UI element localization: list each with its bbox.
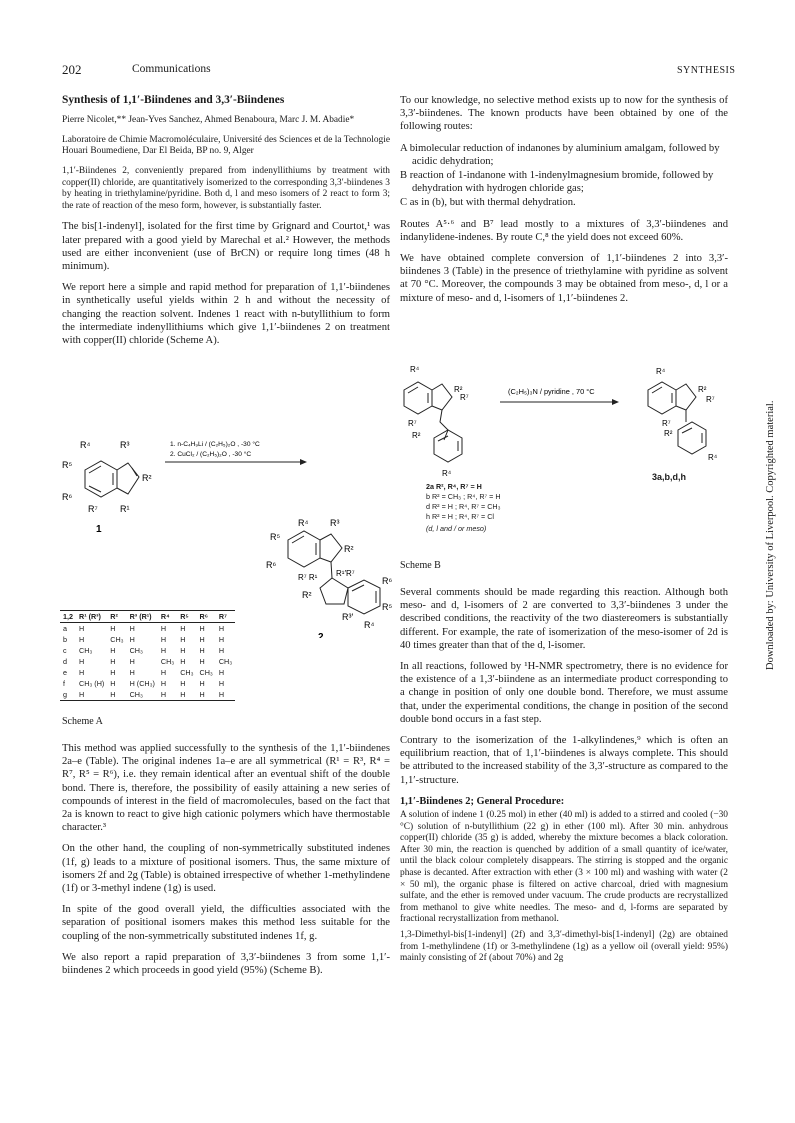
- table-row: [60, 623, 235, 635]
- table-cell: CH₃: [129, 690, 143, 699]
- table-cell: d: [63, 657, 67, 666]
- table-cell: H: [160, 679, 167, 688]
- table-header: R¹ (R³): [79, 612, 101, 621]
- table-header: R⁶: [199, 612, 209, 621]
- table-row: [60, 689, 235, 701]
- scheme-a-structures: [60, 428, 395, 638]
- table-cell: H: [199, 657, 205, 666]
- svg-text:R²: R²: [142, 473, 152, 483]
- substituent-table: [60, 610, 235, 701]
- table-cell: H: [110, 668, 116, 677]
- svg-text:R⁷ R¹: R⁷ R¹: [298, 573, 318, 582]
- svg-text:R³: R³: [330, 518, 340, 528]
- paragraph: We have obtained complete conversion of 1,1′-biindenes 2 into 3,3′-biindenes 3 (Table) in the presence of triethylamine with pyridine as solvent at 70 °C. Moreover, the compounds 3 may be obtained from meso-, d, l or a mixture of meso- and d, l-isomers of 1,1′-biindenes 2.: [400, 253, 728, 304]
- compound-entry: d R² = H ; R⁴, R⁷ = CH₃: [426, 502, 501, 511]
- scheme-b: [400, 360, 740, 580]
- table-cell: g: [63, 690, 67, 699]
- svg-text:R¹′R⁷: R¹′R⁷: [336, 569, 355, 578]
- svg-text:R⁷: R⁷: [88, 504, 98, 514]
- procedure-text-2: 1,3-Dimethyl-bis[1-indenyl] (2f) and 3,3′-dimethyl-bis[1-indenyl] (2g) are obtained from 1-methylindene (1f) or 3-methylindene (1g) as a yellow oil (overall yield: 95%) mainly consisting of 2f (about 70%) and 2g: [400, 929, 728, 964]
- table-cell: CH₃: [180, 668, 194, 677]
- svg-text:R⁴: R⁴: [442, 469, 452, 478]
- paragraph: Contrary to the isomerization of the 1-alkylindenes,⁹ which is often an equilibrium reaction, that of 1,1′-biindenes is always complete. This should be attributed to the increased stability of the 3,3′-structure as compared to the 1,1′-structure.: [400, 735, 728, 786]
- table-cell: CH₃: [160, 657, 175, 666]
- route-item: C as in (b), but with thermal dehydration.: [400, 197, 576, 209]
- isomer-note: (d, l and / or meso): [426, 524, 487, 533]
- table-header: R⁵: [180, 612, 189, 621]
- right-column: [400, 94, 728, 313]
- table-cell: H: [129, 668, 135, 677]
- table-cell: H: [218, 624, 225, 633]
- table-cell: H: [79, 657, 85, 666]
- table-cell: H: [110, 624, 116, 633]
- table-cell: H: [199, 646, 205, 655]
- compound-1-label: 1: [96, 524, 102, 535]
- product-label: 3a,b,d,h: [652, 472, 687, 482]
- scheme-a: [60, 428, 395, 728]
- table-cell: H (CH₃): [129, 679, 155, 688]
- journal-name: SYNTHESIS: [677, 65, 736, 76]
- page-number: 202: [62, 62, 82, 77]
- table-cell: H: [79, 668, 85, 677]
- table-header: R²: [110, 612, 118, 621]
- paragraph: This method was applied successfully to the synthesis of the 1,1′-biindenes 2a–e (Table). The original indenes 1a–e are all symmetrical (R¹ = R³, R⁴ = R⁷, R⁵ = R⁶), i.e. they remain identical after an eventual shift of the double bond. There is, therefore, the possibility of easily attaining a new series of compounds of interest in the field of macromolecules, based on the fact that 2a is known to react to give high cationic polymers which have thermostable character.³: [62, 743, 390, 834]
- table-cell: H: [180, 657, 186, 666]
- paragraph: To our knowledge, no selective method exists up to now for the synthesis of 3,3′-biindenes. The known products have been obtained by one of the following routes:: [400, 95, 728, 133]
- svg-text:R⁷: R⁷: [662, 419, 671, 428]
- table-cell: b: [63, 635, 67, 644]
- table-cell: H: [79, 690, 85, 699]
- route-item: B reaction of 1-indanone with 1-indenylmagnesium bromide, followed by dehydration with hydrogen chloride gas;: [400, 170, 714, 195]
- compound-2-label: 2: [318, 632, 324, 638]
- table-cell: f: [63, 679, 65, 688]
- procedure-text: A solution of indene 1 (0.25 mol) in ether (40 ml) is added to a stirred and cooled (−30 °C) solution of n-butyllithium (22 g) in ether (100 ml). After 30 min. anhydrous copper(II) chloride (35 g) is added, whereby the mixture becomes a black coloration. After 30 min, the reaction is quenched by addition of a small quantity of ice/water, until the black colour completely disappears. The stirring is stopped and the organic phase is decanted. After extraction with ether (3 × 100 ml) and washing with water (2 × 50 ml), the organic phase is filtered on active charcoal, dried with magnesium sulfate, and the ether is removed under vacuum. The crude products are recrystallized from methanol to give white needles. The meso- and d, l-forms are separated by fractional recrystallization from methanol.: [400, 810, 728, 925]
- table-cell: H: [110, 657, 116, 666]
- table-cell: H: [160, 646, 167, 655]
- svg-text:R⁴: R⁴: [656, 367, 666, 376]
- table-cell: H: [180, 646, 186, 655]
- table-header: 1,2: [63, 612, 73, 621]
- table-row: [60, 667, 235, 678]
- table-header: R³ (R¹): [129, 612, 152, 621]
- table-cell: H: [218, 690, 225, 699]
- table-cell: CH₃ (H): [79, 679, 105, 688]
- table-header: R⁷: [218, 612, 227, 621]
- table-cell: H: [160, 690, 167, 699]
- table-row: [60, 656, 235, 667]
- procedure-title: 1,1′-Biindenes 2; General Procedure:: [400, 795, 565, 807]
- table-cell: H: [180, 635, 186, 644]
- table-cell: CH₃: [79, 646, 93, 655]
- table-header: R⁴: [160, 612, 170, 621]
- scheme-b-caption: Scheme B: [400, 560, 441, 571]
- paragraph: In spite of the good overall yield, the difficulties associated with the separation of positional isomers makes this method less suitable for the coupling of the non-symmetrically substituted indenes 1f, g.: [62, 904, 390, 942]
- svg-text:R⁵: R⁵: [270, 532, 281, 542]
- compound-entry: h R² = H ; R⁴, R⁷ = Cl: [426, 512, 494, 521]
- table-cell: c: [63, 646, 67, 655]
- table-cell: H: [160, 624, 167, 633]
- route-list: [400, 142, 728, 210]
- table-cell: H: [129, 657, 135, 666]
- svg-text:R⁴: R⁴: [708, 453, 718, 462]
- section-title: Communications: [132, 63, 211, 75]
- table-cell: CH₃: [110, 635, 124, 644]
- table-cell: H: [160, 668, 167, 677]
- table-cell: H: [79, 624, 85, 633]
- table-cell: H: [110, 690, 116, 699]
- paragraph: On the other hand, the coupling of non-symmetrically substituted indenes (1f, g) leads to a mixture of positional isomers. Thus, the same mixture of isomers 2f and 2g (Table) is obtained irrespective of whether 1-methylindene (1f) or 3-methyl indene (1g) is used.: [62, 843, 390, 895]
- step-2-label: 2. CuCl₂ / (C₂H₅)₂O , -30 °C: [170, 451, 252, 458]
- right-column-lower: [400, 586, 728, 973]
- download-note: Downloaded by: University of Liverpool. Copyrighted material.: [765, 400, 776, 670]
- table-cell: H: [199, 624, 205, 633]
- table-cell: CH₃: [129, 646, 143, 655]
- scheme-b-reagent: (C₂H₅)₃N / pyridine , 70 °C: [508, 387, 595, 396]
- table-cell: H: [129, 635, 135, 644]
- table-cell: H: [180, 624, 186, 633]
- svg-text:R²: R²: [664, 429, 673, 438]
- table-cell: a: [63, 624, 67, 633]
- route-item: A bimolecular reduction of indanones by aluminium amalgam, followed by acidic dehydration;: [400, 142, 720, 167]
- table-cell: H: [199, 679, 205, 688]
- svg-text:R⁶: R⁶: [382, 576, 393, 586]
- svg-text:R²: R²: [454, 385, 463, 394]
- scheme-a-caption: Scheme A: [62, 716, 103, 727]
- svg-text:R⁷: R⁷: [408, 419, 417, 428]
- svg-text:R²: R²: [698, 385, 707, 394]
- paragraph: We report here a simple and rapid method for preparation of 1,1′-biindenes in synthetically useful yields within 2 h and without the necessity of changing the reaction solvent. Indenes 1 react with n-butyllithium to form the intermediate indenyllithiums which give 1,1′-biindenes 2 on treatment with copper(II) chloride (Scheme A).: [62, 282, 390, 346]
- left-column-lower: [62, 742, 390, 985]
- svg-text:R³′: R³′: [342, 612, 354, 622]
- table-cell: H: [218, 635, 225, 644]
- svg-text:R⁴: R⁴: [364, 620, 375, 630]
- svg-text:R⁵: R⁵: [62, 460, 73, 470]
- svg-text:R⁷: R⁷: [706, 395, 715, 404]
- abstract: 1,1′-Biindenes 2, conveniently prepared from indenyllithiums by treatment with copper(II) chloride, are quantitatively isomerized to the corresponding 3,3′-biindenes 3 by heating in triethylamine/pyridine. Both d, l and meso isomers of 2 react to form 3; the rate of reaction of the meso form, however, is substantially faster.: [62, 165, 390, 211]
- table-cell: CH₃: [218, 657, 233, 666]
- table-row: [60, 678, 235, 689]
- left-column: [62, 94, 390, 355]
- table-cell: H: [110, 646, 116, 655]
- svg-text:R⁶: R⁶: [266, 560, 277, 570]
- compound-entry: 2a R², R⁴, R⁷ = H: [426, 482, 482, 491]
- article-title: Synthesis of 1,1′-Biindenes and 3,3′-Biindenes: [62, 94, 285, 106]
- step-1-label: 1. n-C₄H₉Li / (C₂H₅)₂O , -30 °C: [170, 441, 260, 448]
- compound-entry: b R² = CH₃ ; R⁴, R⁷ = H: [426, 492, 501, 501]
- table-cell: H: [180, 679, 186, 688]
- svg-text:R¹: R¹: [120, 504, 130, 514]
- table-cell: H: [160, 635, 167, 644]
- table-cell: H: [199, 635, 205, 644]
- authors: Pierre Nicolet,** Jean-Yves Sanchez, Ahmed Benaboura, Marc J. M. Abadie*: [62, 115, 355, 126]
- scheme-b-structures: [400, 360, 740, 480]
- table-cell: H: [218, 679, 225, 688]
- table-cell: CH₃: [199, 668, 213, 677]
- svg-text:R⁴: R⁴: [298, 518, 309, 528]
- table-row: [60, 645, 235, 656]
- table-cell: H: [199, 690, 205, 699]
- table-cell: H: [180, 690, 186, 699]
- table-cell: e: [63, 668, 67, 677]
- svg-text:R⁵: R⁵: [382, 602, 393, 612]
- paragraph: The bis[1-indenyl], isolated for the first time by Grignard and Courtot,¹ was later prepared with a good yield by Marechal et al.² However, the methods used are either inconvenient (use of BrCN) or require long times (48 h minimum).: [62, 221, 390, 272]
- paragraph: In all reactions, followed by ¹H-NMR spectrometry, there is no evidence for the existence of a 1,3′-biindene as an intermediate product corresponding to a change in position of only one double bond. Therefore, we must assume that, under the experimental conditions, the change in position of the second double bond occurs in a fast step.: [400, 661, 728, 725]
- table-row: [60, 634, 235, 645]
- table-cell: H: [110, 679, 116, 688]
- svg-text:R²: R²: [344, 544, 354, 554]
- svg-text:R⁷: R⁷: [460, 393, 469, 402]
- paragraph: Several comments should be made regarding this reaction. Although both meso- and d, l-isomers of 2 are converted to 3,3′-biindenes 3 under the described conditions, the reactivity of the two diastereomers is substantially different. For example, the rate of isomerization of the meso-isomer of 2d is 40 times greater than that of the d, l-isomer.: [400, 587, 728, 651]
- svg-text:R⁶: R⁶: [62, 492, 73, 502]
- scheme-b-compound-list: [426, 482, 501, 534]
- table-cell: H: [129, 624, 135, 633]
- svg-text:R⁴: R⁴: [410, 365, 420, 374]
- paragraph: Routes A⁵·⁶ and B⁷ lead mostly to a mixtures of 3,3′-biindenes and indanylidene-indenes. By route C,⁸ the yield does not exceed 60%.: [400, 218, 728, 243]
- svg-text:R²: R²: [302, 590, 312, 600]
- svg-text:R²: R²: [412, 431, 421, 440]
- svg-text:R⁴: R⁴: [80, 440, 91, 450]
- paragraph: We also report a rapid preparation of 3,3′-biindenes 3 from some 1,1′-biindenes 2 which proceeds in good yield (95%) (Scheme B).: [62, 951, 390, 977]
- affiliation: Laboratoire de Chimie Macromoléculaire, Université des Sciences et de la Technologie Houari Boumediene, Dar El Beida, BP no. 9, Alger: [62, 134, 390, 157]
- svg-text:R³: R³: [120, 440, 130, 450]
- table-cell: H: [218, 646, 225, 655]
- table-cell: H: [218, 668, 225, 677]
- table-cell: H: [79, 635, 85, 644]
